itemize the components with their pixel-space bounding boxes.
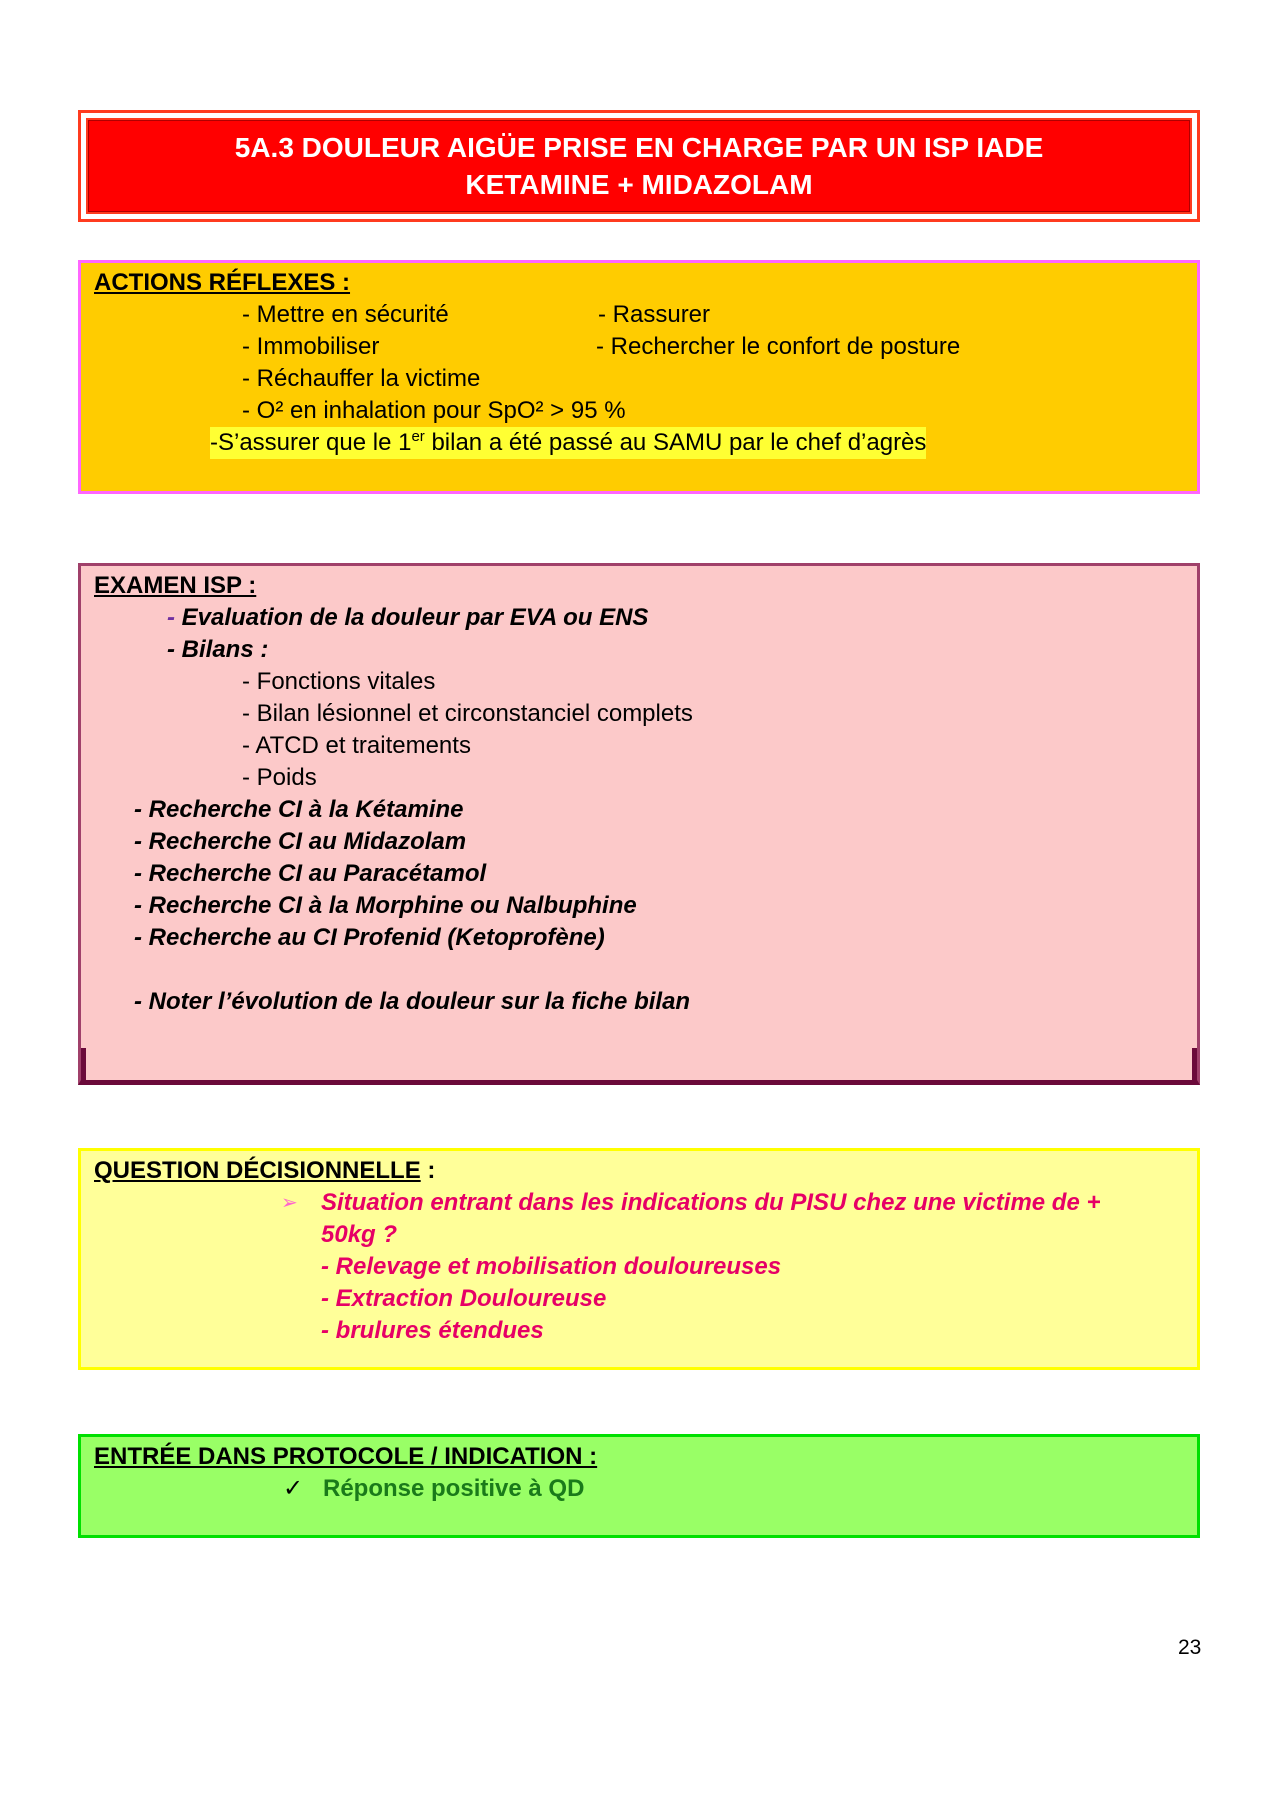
- bilan-item: - Bilan lésionnel et circonstanciel complets: [242, 700, 693, 727]
- question-item: - Extraction Douloureuse: [321, 1285, 607, 1312]
- action-item: - Immobiliser: [242, 333, 380, 360]
- question-line: 50kg ?: [321, 1221, 398, 1248]
- ci-item: - Recherche CI à la Kétamine: [134, 796, 464, 823]
- question-item: - Relevage et mobilisation douloureuses: [321, 1253, 782, 1280]
- ci-item: - Recherche au CI Profenid (Ketoprofène): [134, 924, 605, 951]
- question-item: - brulures étendues: [321, 1317, 544, 1344]
- action-item: - Mettre en sécurité: [242, 301, 449, 328]
- bilan-item: - Poids: [242, 764, 317, 791]
- question-line: Situation entrant dans les indications du PISU chez une victime de +: [321, 1189, 1101, 1216]
- bilan-samu-line: -S’assurer que le 1er bilan a été passé au SAMU par le chef d’agrès: [210, 427, 926, 459]
- page-title: [88, 120, 1190, 212]
- title-frame: [78, 110, 1200, 222]
- actions-reflexes-box: [78, 260, 1200, 494]
- question-decisionnelle-box: [78, 1148, 1200, 1370]
- examen-heading: EXAMEN ISP :: [94, 572, 257, 599]
- examen-isp-box: [78, 563, 1200, 1085]
- actions-heading: ACTIONS RÉFLEXES :: [94, 269, 351, 296]
- question-heading: QUESTION DÉCISIONNELLE :: [94, 1157, 436, 1184]
- title-line-2: KETAMINE + MIDAZOLAM: [465, 169, 813, 200]
- indication-text: Réponse positive à QD: [323, 1475, 585, 1502]
- bilan-item: - Fonctions vitales: [242, 668, 436, 695]
- arrow-bullet-icon: ➢: [281, 1192, 298, 1214]
- title-line-1: 5A.3 DOULEUR AIGÜE PRISE EN CHARGE PAR UN ISP IADE: [234, 132, 1044, 163]
- checkmark-icon: ✓: [283, 1475, 304, 1502]
- bilans-label: - Bilans :: [167, 636, 269, 663]
- ci-item: - Recherche CI à la Morphine ou Nalbuphine: [134, 892, 637, 919]
- entree-protocole-box: [78, 1434, 1200, 1538]
- evaluation-line: - Evaluation de la douleur par EVA ou ENS: [167, 604, 649, 631]
- page-number: 23: [1178, 1636, 1202, 1659]
- action-item: - Réchauffer la victime: [242, 365, 481, 392]
- bilan-item: - ATCD et traitements: [242, 732, 471, 759]
- ci-item: - Recherche CI au Paracétamol: [134, 860, 487, 887]
- action-item: - Rechercher le confort de posture: [596, 333, 961, 360]
- note-line: - Noter l’évolution de la douleur sur la fiche bilan: [134, 988, 691, 1015]
- ci-item: - Recherche CI au Midazolam: [134, 828, 467, 855]
- action-item: - Rassurer: [598, 301, 711, 328]
- action-item: - O² en inhalation pour SpO² > 95 %: [242, 397, 626, 424]
- entree-heading: ENTRÉE DANS PROTOCOLE / INDICATION :: [94, 1443, 598, 1470]
